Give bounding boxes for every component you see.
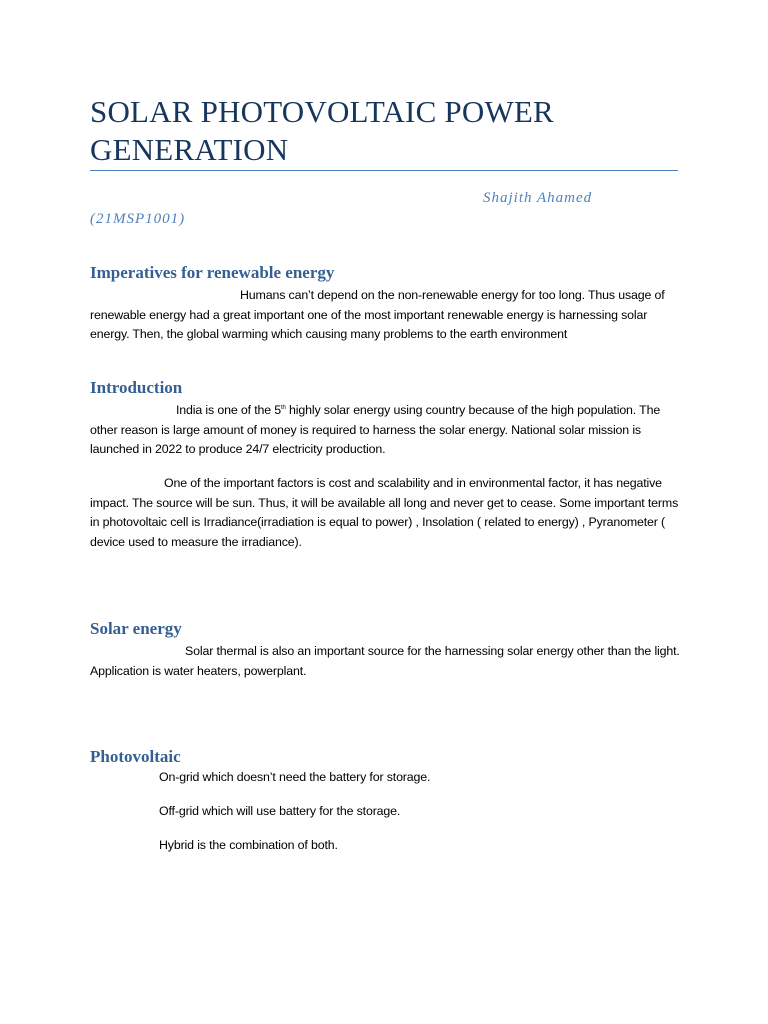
intro-text-start: India is one of the 5 (176, 403, 282, 417)
intro-text-end: highly solar energy using country because of the high population. The other reason is large amount of money is required to harness the solar energy. National solar mission is launched in 2022 to produce 24/7 electricity production. (90, 403, 661, 456)
heading-introduction: Introduction (90, 378, 183, 397)
list-item: Off-grid which will use battery for the storage. (159, 804, 401, 818)
paragraph-imperatives (90, 286, 680, 345)
author-name: Shajith Ahamed (483, 190, 593, 206)
paragraph-solar-energy (90, 642, 680, 681)
heading-solar-energy: Solar energy (90, 619, 182, 638)
list-item: On-grid which doesn’t need the battery for storage. (159, 770, 431, 784)
paragraph-solar-energy-text: Solar thermal is also an important source for the harnessing solar energy other than the light. Application is water heaters, powerplant. (90, 644, 680, 678)
document-title: SOLAR PHOTOVOLTAIC POWER GENERATION (90, 94, 554, 167)
heading-photovoltaic: Photovoltaic (90, 747, 181, 766)
paragraph-introduction-1 (90, 401, 680, 460)
title-underline (90, 170, 678, 171)
ordinal-superscript: th (281, 404, 286, 411)
paragraph-introduction-2-text: One of the important factors is cost and scalability and in environmental factor, it has negative impact. The source will be sun. Thus, it will be available all long and never get to cease. Some important terms in photovoltaic cell is Irradiance(irradiation is equal to power) , Insolation ( related to energy) , Pyranometer ( device used to measure the irradiance). (90, 476, 679, 549)
heading-imperatives: Imperatives for renewable energy (90, 263, 335, 282)
paragraph-imperatives-text: Humans can’t depend on the non-renewable energy for too long. Thus usage of renewable energy had a great important one of the most important renewable energy is harnessing solar energy. Then, the global warming which causing many problems to the earth environment (90, 288, 665, 341)
roll-number: (21MSP1001) (90, 211, 186, 227)
paragraph-introduction-2 (90, 474, 680, 552)
list-item: Hybrid is the combination of both. (159, 838, 338, 852)
